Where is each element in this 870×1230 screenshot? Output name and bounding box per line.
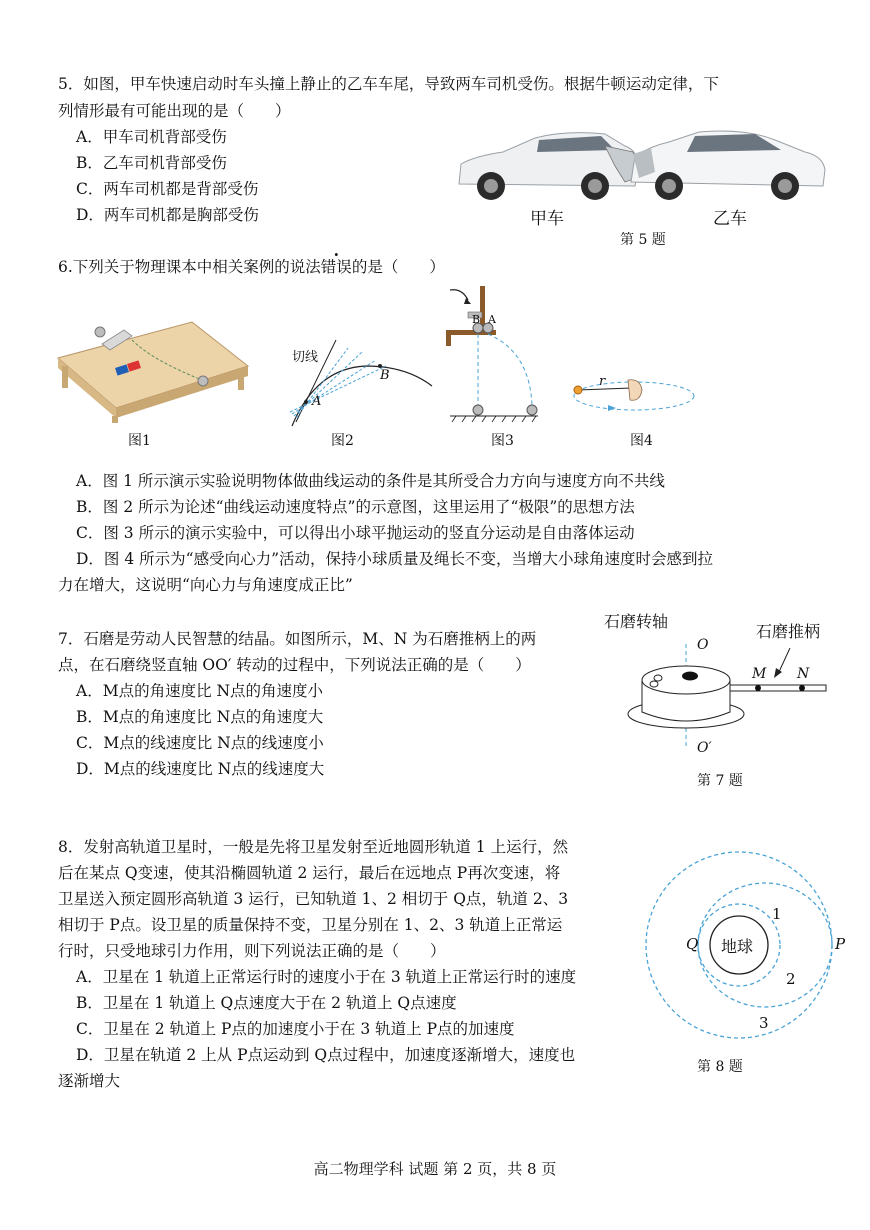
q7-stem-line1: 7．石磨是劳动人民智慧的结晶。如图所示，M、N 为石磨推柄上的两 bbox=[58, 630, 537, 648]
fig1-table-magnet bbox=[52, 318, 250, 423]
q7-stem-line2: 点，在石磨绕竖直轴 OO′ 转动的过程中，下列说法正确的是（ ） bbox=[58, 656, 531, 674]
q6-stem-emphasis: 错误 bbox=[320, 258, 352, 276]
q5-stem-line2: 列情形最有可能出现的是（ ） bbox=[58, 102, 291, 120]
orbit-3-label: 3 bbox=[759, 1014, 769, 1032]
q7-option-c: C．M点的线速度比 N点的线速度小 bbox=[76, 734, 324, 752]
q8-option-b: B．卫星在 1 轨道上 Q点速度大于在 2 轨道上 Q点速度 bbox=[76, 994, 457, 1012]
q7-point-m: M bbox=[752, 666, 767, 682]
q5-stem-line1: 5．如图，甲车快速启动时车头撞上静止的乙车车尾，导致两车司机受伤。根据牛顿运动定律，下 bbox=[58, 75, 719, 93]
fig4-caption: 图4 bbox=[630, 433, 653, 449]
q8-stem-line2: 后在某点 Q变速，使其沿椭圆轨道 2 运行，最后在远地点 P再次变速，将 bbox=[58, 864, 561, 882]
fig2-point-a: A bbox=[312, 394, 322, 409]
earth-label: 地球 bbox=[721, 937, 754, 956]
fig4-circular-motion bbox=[570, 372, 700, 420]
orbit-1-label: 1 bbox=[772, 905, 782, 923]
q8-point-q: Q bbox=[686, 935, 699, 953]
q7-millstone-figure bbox=[622, 636, 834, 766]
fig2-point-b: B bbox=[380, 368, 390, 383]
q6-stem-suffix: 的是（ ） bbox=[351, 258, 445, 276]
car-crash-image bbox=[455, 126, 830, 204]
fig3-point-a: A bbox=[488, 313, 496, 326]
q8-option-d-line1: D．卫星在轨道 2 上从 P点运动到 Q点过程中，加速度逐渐增大，速度也 bbox=[76, 1046, 576, 1064]
q5-option-a: A．甲车司机背部受伤 bbox=[76, 128, 227, 146]
q6-option-d-line2: 力在增大，这说明“向心力与角速度成正比” bbox=[58, 576, 353, 594]
q7-caption: 第 7 题 bbox=[697, 773, 743, 789]
q5-option-d: D．两车司机都是胸部受伤 bbox=[76, 206, 259, 224]
fig3-caption: 图3 bbox=[491, 433, 514, 449]
q8-stem-line4: 相切于 P点。设卫星的质量保持不变，卫星分别在 1、2、3 轨道上正常运 bbox=[58, 916, 563, 934]
page-footer: 高二物理学科 试题 第 2 页，共 8 页 bbox=[313, 1160, 557, 1178]
fig4-r-label: r bbox=[599, 374, 606, 389]
q6-option-c: C．图 3 所示的演示实验中，可以得出小球平抛运动的竖直分运动是自由落体运动 bbox=[76, 524, 635, 542]
q8-option-d-line2: 逐渐增大 bbox=[58, 1072, 121, 1090]
q6-stem-prefix: 6.下列关于物理课本中相关案例的说法 bbox=[58, 258, 321, 276]
q5-option-b: B．乙车司机背部受伤 bbox=[76, 154, 227, 172]
q8-stem-line3: 卫星送入预定圆形高轨道 3 运行，已知轨道 1、2 相切于 Q点，轨道 2、3 bbox=[58, 890, 569, 908]
q7-point-o-prime: O′ bbox=[697, 740, 712, 756]
q7-option-d: D．M点的线速度比 N点的线速度大 bbox=[76, 760, 325, 778]
fig2-tangent-label: 切线 bbox=[292, 350, 319, 365]
q6-option-d-line1: D．图 4 所示为“感受向心力”活动，保持小球质量及绳长不变，当增大小球角速度时会感到拉 bbox=[76, 550, 713, 568]
q7-point-o: O bbox=[697, 637, 709, 653]
fig1-caption: 图1 bbox=[128, 433, 151, 449]
q8-point-p: P bbox=[835, 935, 846, 953]
q8-stem-line1: 8．发射高轨道卫星时，一般是先将卫星发射至近地圆形轨道 1 上运行，然 bbox=[58, 838, 569, 856]
q7-point-n: N bbox=[797, 666, 810, 682]
q8-stem-line5: 行时，只受地球引力作用，则下列说法正确的是（ ） bbox=[58, 942, 446, 960]
car-yi-shape bbox=[631, 131, 825, 200]
car-jia-shape bbox=[459, 133, 641, 200]
q8-option-a: A．卫星在 1 轨道上正常运行时的速度小于在 3 轨道上正常运行时的速度 bbox=[76, 968, 577, 986]
fig3-point-b: B bbox=[472, 313, 481, 326]
q6-option-b: B．图 2 所示为论述“曲线运动速度特点”的示意图，这里运用了“极限”的思想方法 bbox=[76, 498, 635, 516]
q5-caption: 第 5 题 bbox=[620, 232, 666, 248]
orbit-2-label: 2 bbox=[786, 970, 796, 988]
q7-option-a: A．M点的角速度比 N点的角速度小 bbox=[76, 682, 324, 700]
car-yi-label: 乙车 bbox=[713, 209, 747, 229]
q7-handle-label: 石磨推柄 bbox=[756, 622, 821, 641]
q7-axis-label: 石磨转轴 bbox=[604, 612, 669, 631]
fig3-apparatus bbox=[440, 282, 540, 427]
q6-option-a: A．图 1 所示演示实验说明物体做曲线运动的条件是其所受合力方向与速度方向不共线 bbox=[76, 472, 665, 490]
q5-option-c: C．两车司机都是背部受伤 bbox=[76, 180, 259, 198]
q8-option-c: C．卫星在 2 轨道上 P点的加速度小于在 3 轨道上 P点的加速度 bbox=[76, 1020, 515, 1038]
q7-option-b: B．M点的角速度比 N点的角速度大 bbox=[76, 708, 324, 726]
car-jia-label: 甲车 bbox=[530, 209, 564, 229]
q6-stem bbox=[58, 256, 445, 278]
q8-caption: 第 8 题 bbox=[697, 1059, 743, 1075]
fig2-caption: 图2 bbox=[331, 433, 354, 449]
